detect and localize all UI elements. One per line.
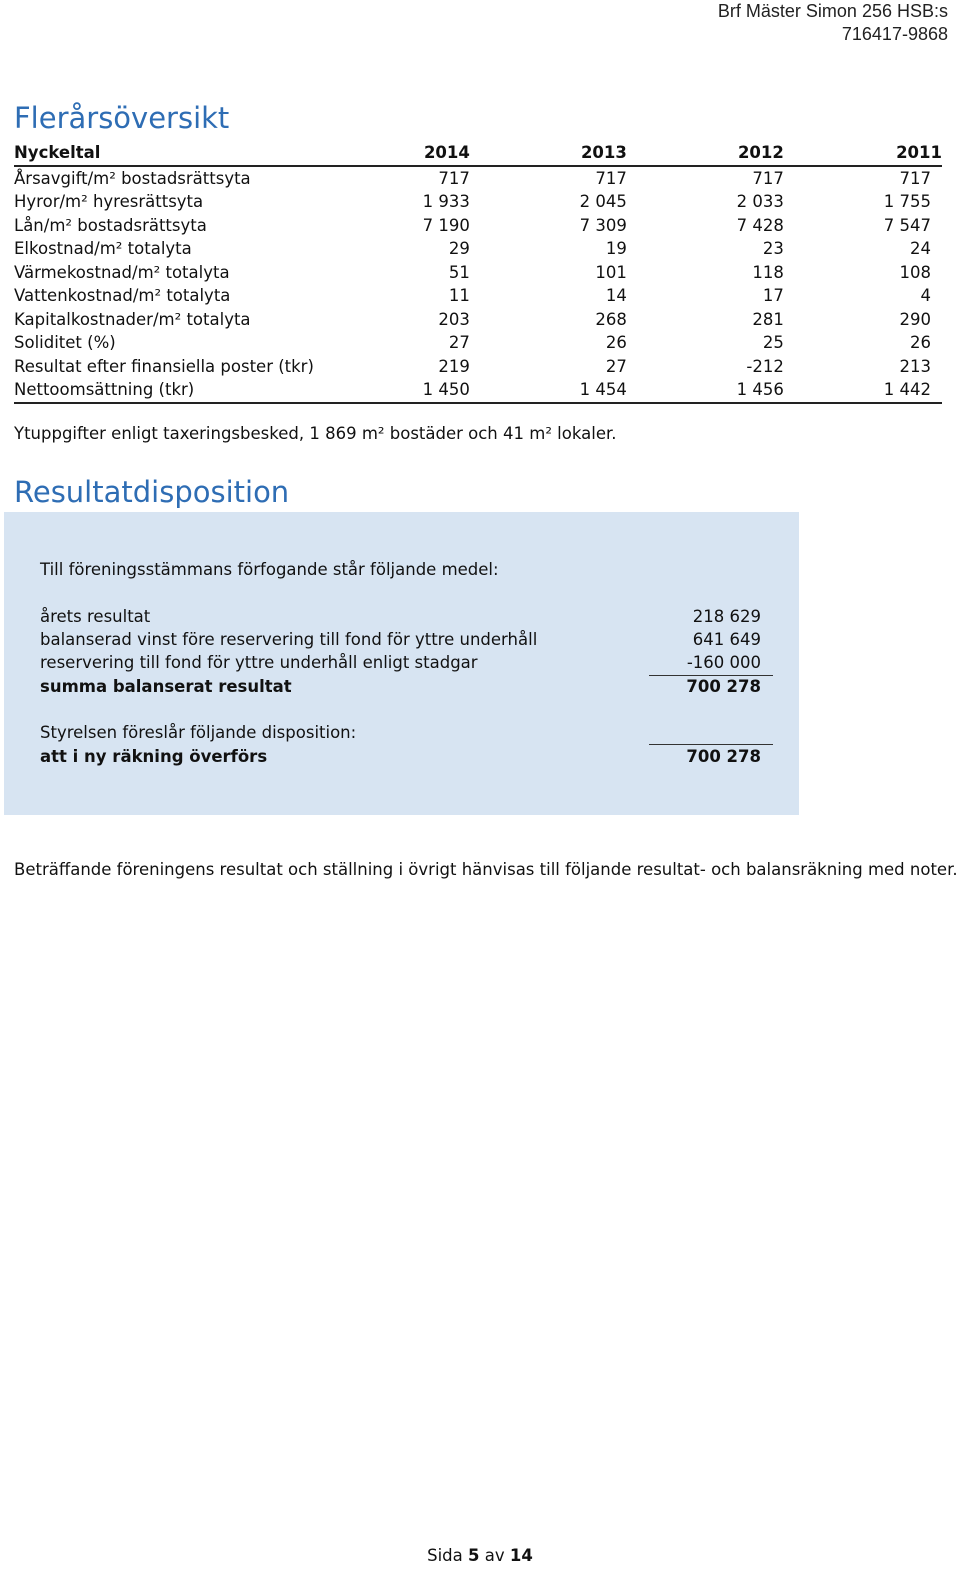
table-cell: 19 xyxy=(605,239,627,259)
area-note: Ytuppgifter enligt taxeringsbesked, 1 869 m² bostäder och 41 m² lokaler. xyxy=(14,424,617,443)
sum-value: 700 278 xyxy=(686,677,761,696)
pager-middle: av xyxy=(484,1546,505,1565)
org-name: Brf Mäster Simon 256 HSB:s xyxy=(717,1,948,21)
disposition-proposal xyxy=(40,745,773,768)
reference-note: Beträffande föreningens resultat och ställning i övrigt hänvisas till följande resultat- och balansräkning med noter. xyxy=(14,860,958,879)
table-cell: 118 xyxy=(752,262,784,282)
table-cell: 24 xyxy=(910,239,931,259)
row-label: Värmekostnad/m² totalyta xyxy=(14,262,230,282)
table-row xyxy=(14,190,942,214)
page-number xyxy=(0,1546,960,1565)
table-cell: 14 xyxy=(605,286,627,306)
table-header-row xyxy=(14,141,942,166)
disposition-item xyxy=(40,651,773,674)
table-cell: 717 xyxy=(899,168,931,188)
table-cell: 281 xyxy=(752,309,784,329)
pager-current: 5 xyxy=(468,1546,480,1565)
item-label: årets resultat xyxy=(40,607,151,626)
disposition-title: Resultatdisposition xyxy=(14,475,290,509)
table-cell: 2 045 xyxy=(579,192,627,212)
disposition-sum xyxy=(40,675,773,698)
row-label: Kapitalkostnader/m² totalyta xyxy=(14,309,251,329)
table-row xyxy=(14,166,942,191)
row-label: Nettoomsättning (tkr) xyxy=(14,378,324,403)
document-header xyxy=(718,0,948,46)
item-value: 641 649 xyxy=(692,630,761,649)
column-header: 2014 xyxy=(324,141,481,166)
table-cell: 7 428 xyxy=(736,215,784,235)
disposition-box xyxy=(4,512,799,815)
item-value: 218 629 xyxy=(692,607,761,626)
disposition-item xyxy=(40,628,773,651)
column-header: 2011 xyxy=(795,141,942,166)
row-label: Vattenkostnad/m² totalyta xyxy=(14,286,231,306)
column-header: 2012 xyxy=(638,141,795,166)
table-row xyxy=(14,237,942,261)
disposition-intro: Till föreningsstämmans förfogande står följande medel: xyxy=(40,560,499,579)
table-cell: 717 xyxy=(595,168,627,188)
item-label: reservering till fond för yttre underhåll enligt stadgar xyxy=(40,653,478,672)
table-row xyxy=(14,284,942,308)
table-cell: 7 309 xyxy=(579,215,627,235)
table-cell: 1 456 xyxy=(638,378,795,403)
table-cell: 219 xyxy=(438,356,470,376)
table-cell: 2 033 xyxy=(736,192,784,212)
table-cell: 1 454 xyxy=(481,378,638,403)
table-cell: 1 933 xyxy=(422,192,470,212)
proposal-label: att i ny räkning överförs xyxy=(40,747,268,766)
table-cell: 27 xyxy=(448,333,470,353)
column-header: 2013 xyxy=(481,141,638,166)
table-cell: 717 xyxy=(752,168,784,188)
table-row xyxy=(14,214,942,238)
table-cell: 108 xyxy=(899,262,931,282)
table-cell: -212 xyxy=(746,356,784,376)
row-label: Lån/m² bostadsrättsyta xyxy=(14,215,207,235)
org-number: 716417-9868 xyxy=(841,24,948,44)
item-value: -160 000 xyxy=(686,653,761,672)
table-cell: 7 190 xyxy=(422,215,470,235)
table-cell: 1 450 xyxy=(324,378,481,403)
sum-label: summa balanserat resultat xyxy=(40,677,292,696)
table-cell: 27 xyxy=(605,356,627,376)
row-label: Elkostnad/m² totalyta xyxy=(14,239,192,259)
table-row xyxy=(14,355,942,379)
row-label: Soliditet (%) xyxy=(14,333,116,353)
table-cell: 11 xyxy=(448,286,470,306)
column-header: Nyckeltal xyxy=(14,141,324,166)
row-label: Hyror/m² hyresrättsyta xyxy=(14,192,204,212)
pager-prefix: Sida xyxy=(427,1546,463,1565)
proposal-value: 700 278 xyxy=(686,747,761,766)
multi-year-title: Flerårsöversikt xyxy=(14,101,230,135)
table-cell: 17 xyxy=(762,286,784,306)
item-label: balanserad vinst före reservering till fond för yttre underhåll xyxy=(40,630,538,649)
table-row xyxy=(14,331,942,355)
table-cell: 717 xyxy=(438,168,470,188)
table-cell: 101 xyxy=(595,262,627,282)
table-row xyxy=(14,378,942,403)
table-row xyxy=(14,261,942,285)
table-cell: 4 xyxy=(920,286,931,306)
table-cell: 23 xyxy=(762,239,784,259)
table-cell: 26 xyxy=(605,333,627,353)
proposal-intro: Styrelsen föreslår följande disposition: xyxy=(40,723,357,742)
table-cell: 290 xyxy=(899,309,931,329)
disposition-item xyxy=(40,605,773,628)
table-cell: 213 xyxy=(899,356,931,376)
row-label: Resultat efter finansiella poster (tkr) xyxy=(14,356,314,376)
pager-total: 14 xyxy=(509,1546,533,1565)
row-label: Årsavgift/m² bostadsrättsyta xyxy=(14,168,251,188)
table-cell: 26 xyxy=(910,333,931,353)
table-cell: 1 755 xyxy=(883,192,931,212)
table-row xyxy=(14,308,942,332)
table-cell: 51 xyxy=(448,262,470,282)
table-cell: 203 xyxy=(438,309,470,329)
table-cell: 29 xyxy=(448,239,470,259)
table-cell: 1 442 xyxy=(795,378,942,403)
table-cell: 7 547 xyxy=(883,215,931,235)
table-cell: 25 xyxy=(762,333,784,353)
table-cell: 268 xyxy=(595,309,627,329)
key-figures-table xyxy=(14,141,942,404)
